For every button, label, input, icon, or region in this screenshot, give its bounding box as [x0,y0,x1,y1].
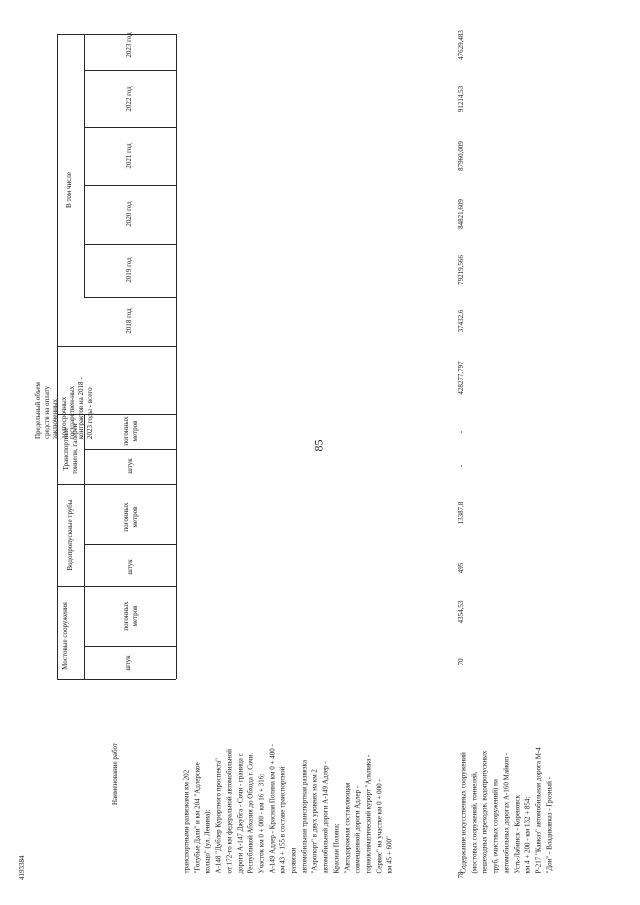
header-bridge-group: Мостовые сооружения [61,602,69,670]
continuation-line: А-148 "Дублер Курортного проспекта" [214,757,223,873]
grid-line [57,34,58,679]
header-year-2018: 2018 год [125,308,133,334]
grid-line [84,586,85,679]
grid-line [84,127,176,128]
grid-line [84,70,176,71]
header-limit-volume: Предельный объем средств на оплату заключенных долгосрочных государствен-ных контрактов на 2018 - 2023 годы - всего [34,377,94,439]
continuation-line: от 172-го км федеральной автомобильной [225,748,234,873]
grid-line [84,544,176,545]
continuation-line: автомобильной дороги А-149 Адлер - [321,760,330,873]
grid-line [84,244,176,245]
row78-name-line: труб, очистных сооружений) на [491,778,500,873]
row78-total: 428277,797 [457,361,465,395]
row78-2019: 79219,566 [457,255,465,285]
continuation-line: "Голубые Дали" и км 204 "Адлерское [193,761,202,873]
row78-bridge-units: 70 [457,658,465,666]
grid-line [84,34,85,297]
header-pipes-units: штук [126,559,134,575]
row78-name-line: (мостовых сооружений, тоннелей, [470,771,479,873]
continuation-line: кольцо" (ул. Ленина); [203,809,212,873]
continuation-line: Сервис" на участке км 0 + 000 - [375,778,384,873]
row78-tunnels-meters: - [457,430,465,434]
row78-tunnels-units: - [457,464,465,468]
header-tunnels-meters: погонных метров [122,416,139,446]
continuation-line: транспортными развязками км 202 [182,769,191,873]
grid-line [84,297,176,298]
row78-name-line: Содержание искусственных сооружений [459,751,468,873]
continuation-line: "Автодорожная составляющая [343,782,351,873]
header-year-2020: 2020 год [125,201,133,227]
continuation-line: совмещенной дороги Адлер - [353,785,362,873]
header-year-2022: 2022 год [125,86,133,112]
continuation-line: автомобильная транспортная развязка [300,759,309,873]
continuation-line: км 45 + 600" [385,835,394,873]
continuation-line: дороги А-147 Джубга - Сочи - граница с [236,752,244,873]
grid-line [84,484,85,586]
row78-name-line: автомобильных дорогах А-160 Майкоп - [502,752,511,873]
header-tunnels-group: Транспортные тоннели, галереи [62,423,79,475]
grid-line [57,346,176,347]
grid-line [84,185,176,186]
header-year-2021: 2021 год [125,143,133,169]
continuation-line: км 43 + 155 в составе транспортной [278,766,287,873]
header-pipes-meters: погонных метров [122,502,139,532]
header-including: В том числе [65,172,73,208]
row78-name-line: пешеходных переходов, водопропускных [480,750,489,873]
continuation-line: Республикой Абхазия до Обхода г. Сочи. [246,752,255,873]
row78-name-line: Р-217 "Кавказ" автомобильная дорога М-4 [534,746,543,873]
row78-name-line: "Дон" - Владикавказ - Грозный - [545,776,554,873]
row78-name-line: км 4 + 200 - км 132 + 854; [523,796,532,873]
header-name: Наименование работ [111,743,119,805]
row78-number: 78 [457,871,465,879]
row78-2023: 47629,483 [457,30,465,60]
continuation-line: горноклиматический курорт "Альпика - [364,754,373,873]
header-pipes-group: Водопропускные трубы [66,499,74,571]
row78-2018: 37432,6 [457,309,465,333]
row78-name-line: Усть-Лабинск - Кореновск [513,794,521,873]
header-tunnels-units: штук [126,458,134,474]
row78-2022: 91214,53 [457,85,465,113]
header-year-2023: 2023 год [125,32,133,58]
row78-2020: 84821,609 [457,199,465,229]
header-year-2019: 2019 год [125,257,133,283]
header-bridge-units: штук [124,655,132,671]
continuation-line: Красная Поляна; [332,822,341,873]
row78-pipes-units: 495 [457,562,465,574]
document-id: 4193384 [18,855,26,880]
grid-line [176,34,177,679]
header-bridge-meters: погонных метров [122,601,139,631]
row78-bridge-meters: 4354,53 [457,600,465,624]
row78-2021: 87960,009 [457,141,465,171]
grid-line [84,646,176,647]
continuation-line: Участок км 0 + 000 - км 16 + 316; [257,773,266,873]
page-number: 85 [311,439,326,452]
continuation-line: А-149 Адлер - Красная Поляна км 0 + 400 - [268,743,277,873]
grid-line [57,34,176,35]
row78-pipes-meters: 13387,8 [457,501,465,525]
continuation-line: развязки [289,847,298,873]
grid-line [57,586,176,587]
continuation-line: "Аэропорт" в двух уровнях на км 2 [310,768,319,873]
